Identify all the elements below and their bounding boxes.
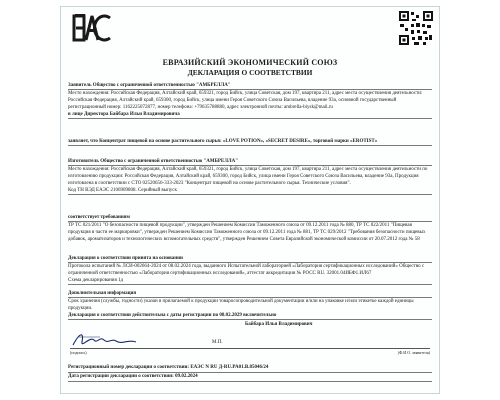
additional-text: Срок хранения (службы, годности) указан в прилагаемой к продукции товаросопроводительной документации и/или на упаковке и/или этикетке каждой единицы продукции. xyxy=(68,299,414,311)
manufacturer-line: Изготовитель Общество с ограниченной ответственностью "АМБРЕЛЛА" xyxy=(68,158,432,166)
compliance-section xyxy=(68,214,432,243)
compliance-text: ТР ТС 021/2011 "О безопасности пищевой продукции", утвержден Решением Комиссии Таможенного союза от 09.12.2011 года № 880, ТР ТС 022/2011 "Пищевая продукция в части ее маркировки", утвержден Решением Комиссии Таможенного союза от 09.12.2011 года № 881, ТР ТС 029/2012 "Требования безопасности пищевых добавок, ароматизаторов и технологических вспомогательных средств", утвержден Решением Совета Евразийской экономической комиссии от 20.07.2012 года № 58 xyxy=(68,223,426,242)
validity-text: Декларация о соответствии действительна с даты регистрации по 08.02.2029 включительно xyxy=(68,312,432,320)
declaration-title: ДЕКЛАРАЦИЯ О СООТВЕТСТВИИ xyxy=(187,68,313,77)
eac-mark-icon xyxy=(72,14,112,42)
scheme-text: Схема декларирования 1д xyxy=(68,277,432,285)
basis-line: Декларация о соответствии принята на основании xyxy=(68,255,432,263)
manufacturer-section xyxy=(68,158,432,195)
seal-placeholder: М.П. xyxy=(212,340,223,345)
additional-section xyxy=(68,290,432,320)
signature-image xyxy=(70,330,140,350)
manufacturer-address: Место нахождения: Российская Федерация, Алтайский край, 659321, город Бийск, улица Советская, дом 197, квартира 211, адрес места осуществления деятельности по изготовлению продукции: Российская Федерация, Алтайский край, 659300, город Бийск, улица имени Героя Советского Союза Васильева, владение 93а, Продукция изготовлена в соответствии с СТО 02520656-333-2023 "Концентрат пищевой на основе растительного сырья. Технические условия". xyxy=(68,167,428,186)
applicant-director: в лице Директора Байбара Ильи Владимировича xyxy=(68,111,432,119)
name-caption: (Ф.И.О. заявителя) xyxy=(397,350,430,355)
basis-section xyxy=(68,255,432,285)
declares-text: заявляет, что Концентрат пищевой на основе растительного сырья: «LOVE POTION», «SECRET DESIRE», торговой марки «EROTIST» xyxy=(68,138,432,146)
registration-section xyxy=(68,364,432,382)
signature-captions xyxy=(70,350,430,355)
document-title xyxy=(60,58,440,78)
basis-text: Протокола испытаний № ЛСИ-002664-2024 от 08.02.2024 года, выданного Испытательной лабораторией «Лаборатория сертификационных исследований» Общество с ограниченной ответственностью «Лаборатория сертификационных исследований», аттестат аккредитации № РОСС RU. 32001.04ИБФ1.ИЛ67 xyxy=(68,264,425,276)
registration-date: Дата регистрации декларации о соответствии: 09.02.2024 xyxy=(68,373,432,382)
qr-code-icon xyxy=(398,10,434,46)
signature-line xyxy=(70,348,430,349)
applicant-section xyxy=(68,82,432,119)
union-title: ЕВРАЗИЙСКИЙ ЭКОНОМИЧЕСКИЙ СОЮЗ xyxy=(162,58,338,67)
signature-caption: (подпись) xyxy=(70,350,87,355)
additional-line: Дополнительная информация xyxy=(68,290,432,298)
signatory-name: Байбара Илья Владимирович xyxy=(245,322,313,327)
tnved-code: Код ТН ВЭД ЕАЭС 2106909808. Серийный выпуск xyxy=(68,187,432,195)
applicant-address: Место нахождения: Российская Федерация, Алтайский край, 659321, город Бийск, улица Советская, дом 197, квартира 211, адрес места осуществления деятельности: Российская Федерация, Алтайский край, 659300, город Бийск, улица имени Героя Советского Союза Васильева, владение 93а, основной государственный регистрационный номер: 1162225072877, номер телефона: +79635788880, адрес электронной почты: ambrella-biysk@mail.ru xyxy=(68,91,423,110)
registration-number: Регистрационный номер декларации о соответствии: ЕАЭС N RU Д-RU.PA01.B.85046/24 xyxy=(68,364,432,373)
compliance-line: соответствует требованиям xyxy=(68,214,432,222)
declares-section xyxy=(68,138,432,146)
applicant-line: Заявитель Общество с ограниченной ответственностью "АМБРЕЛЛА" xyxy=(68,82,432,90)
